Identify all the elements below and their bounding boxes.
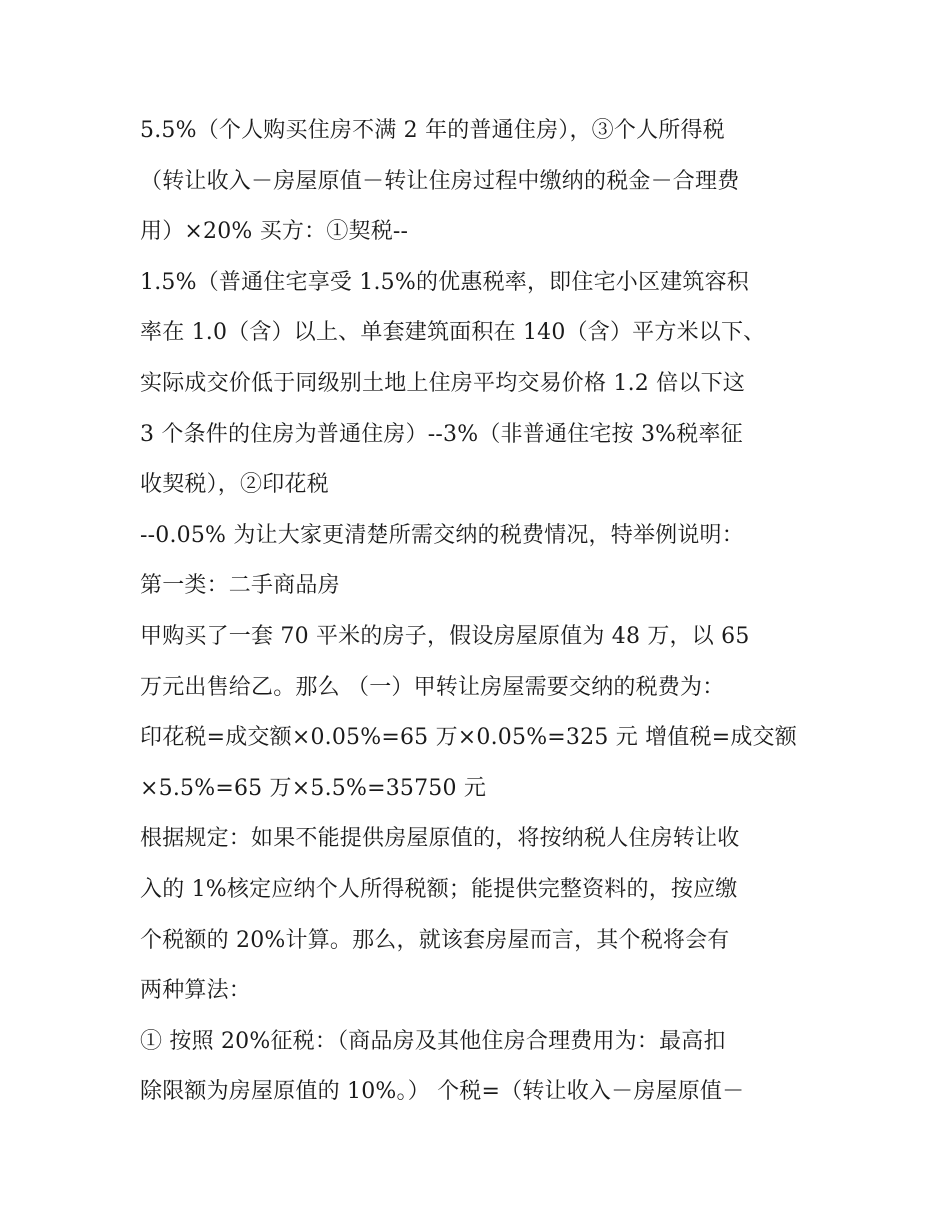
text-line: 第一类：二手商品房	[140, 573, 340, 599]
text-line: ×5.5%=65 万×5.5%=35750 元	[140, 775, 487, 801]
text-line: 万元出售给乙。那么 （一）甲转让房屋需要交纳的税费为：	[140, 674, 725, 700]
text-line: 入的 1%核定应纳个人所得税额；能提供完整资料的，按应缴	[140, 876, 738, 902]
text-line: 两种算法：	[140, 978, 252, 1004]
text-line: 5.5%（个人购买住房不满 2 年的普通住房），③个人所得税	[140, 118, 725, 143]
text-line: 率在 1.0（含）以上、单套建筑面积在 140（含）平方米以下、	[140, 320, 766, 346]
text-line: 1.5%（普通住宅享受 1.5%的优惠税率，即住宅小区建筑容积	[140, 269, 749, 295]
text-line: ① 按照 20%征税：（商品房及其他住房合理费用为：最高扣	[140, 1028, 726, 1054]
text-line: --0.05% 为让大家更清楚所需交纳的税费情况，特举例说明：	[140, 522, 744, 548]
text-line: 印花税=成交额×0.05%=65 万×0.05%=325 元 增值税=成交额	[140, 725, 797, 751]
text-line: 用）×20% 买方：①契税--	[140, 219, 409, 245]
text-line: （转让收入－房屋原值－转让住房过程中缴纳的税金－合理费	[140, 168, 740, 194]
text-line: 除限额为房屋原值的 10%。） 个税=（转让收入－房屋原值－	[140, 1079, 745, 1105]
text-line: 实际成交价低于同级别土地上住房平均交易价格 1.2 倍以下这	[140, 370, 745, 396]
text-line: 3 个条件的住房为普通住房）--3%（非普通住宅按 3%税率征	[140, 421, 743, 447]
text-line: 个税额的 20%计算。那么，就该套房屋而言，其个税将会有	[140, 927, 730, 953]
text-line: 收契税），②印花税	[140, 472, 329, 498]
document-body	[140, 106, 820, 1118]
text-line: 根据规定：如果不能提供房屋原值的，将按纳税人住房转让收	[140, 826, 740, 852]
text-line: 甲购买了一套 70 平米的房子，假设房屋原值为 48 万，以 65	[140, 623, 750, 649]
